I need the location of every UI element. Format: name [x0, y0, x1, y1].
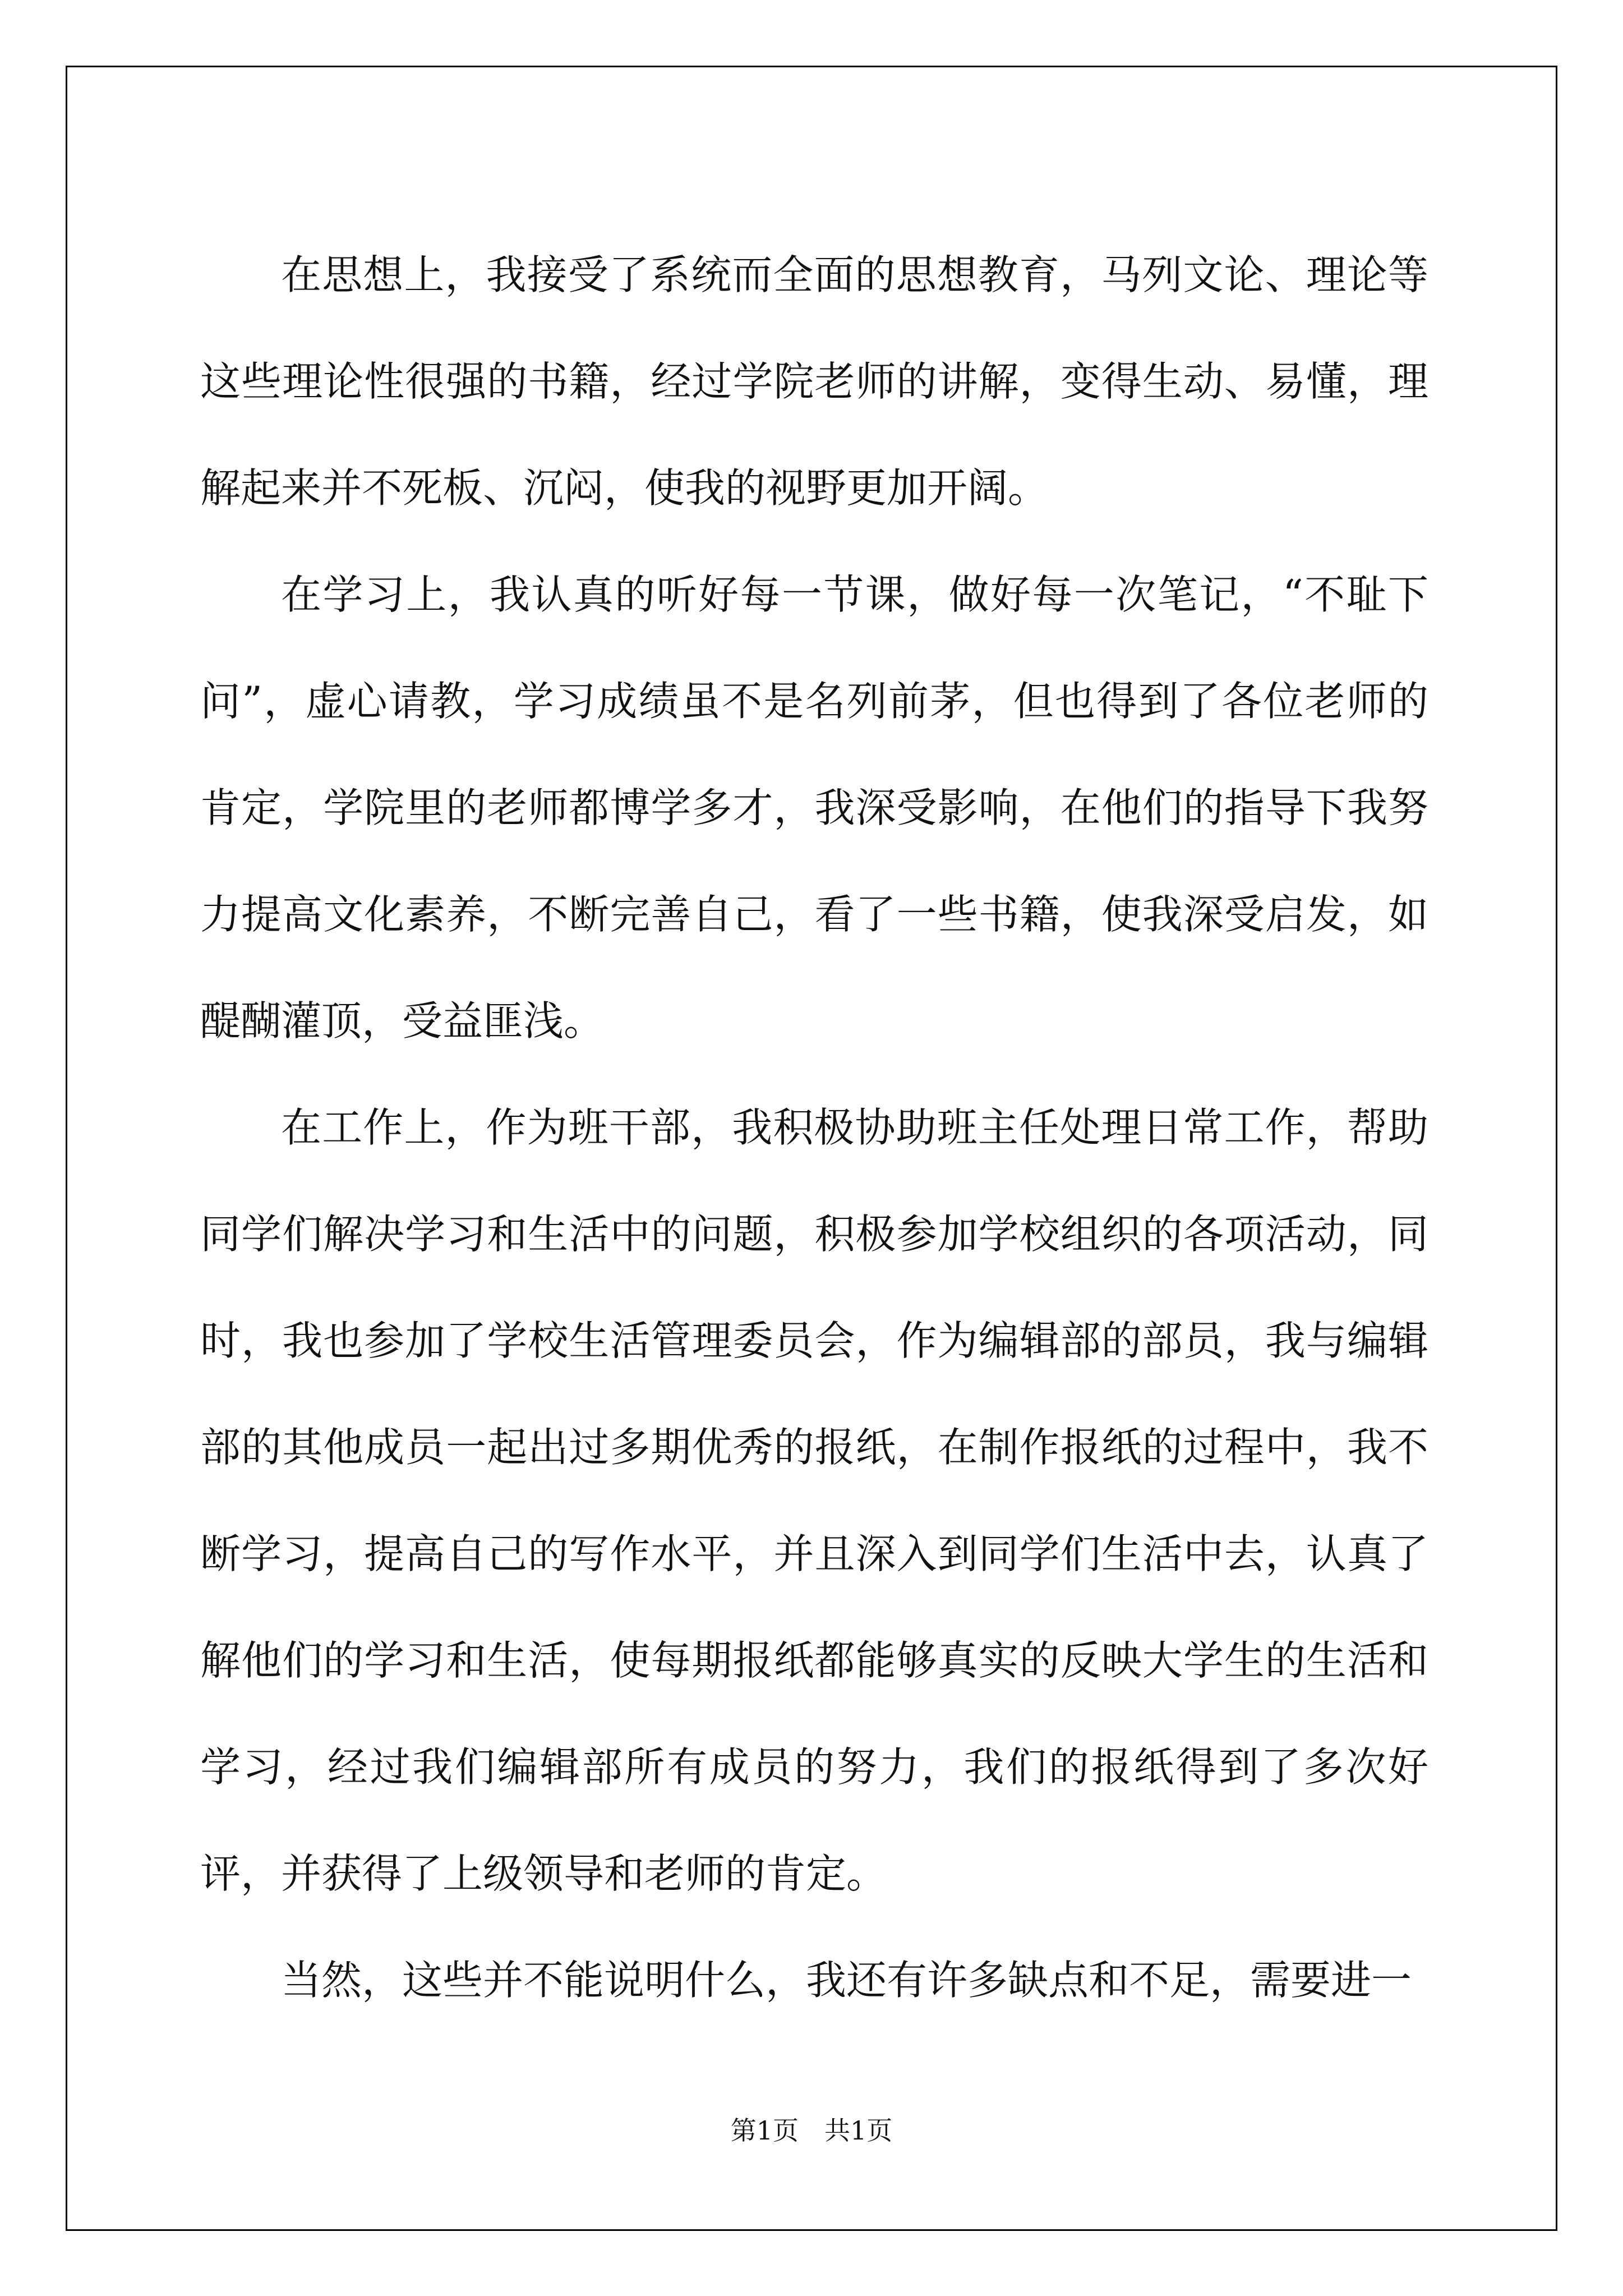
- document-body: [200, 222, 1428, 2033]
- paragraph-thought: 在思想上，我接受了系统而全面的思想教育，马列文论、理论等这些理论性很强的书籍，经过学院老师的讲解，变得生动、易懂，理解起来并不死板、沉闷，使我的视野更加开阔。: [200, 251, 1428, 512]
- paragraph-conclusion: 当然，这些并不能说明什么，我还有许多缺点和不足，需要进一: [281, 1957, 1412, 2004]
- paragraph-work: 在工作上，作为班干部，我积极协助班主任处理日常工作，帮助同学们解决学习和生活中的问题，积极参加学校组织的各项活动，同时，我也参加了学校生活管理委员会，作为编辑部的部员，我与编辑部的其他成员一起出过多期优秀的报纸，在制作报纸的过程中，我不断学习，提高自己的写作水平，并且深入到同学们生活中去，认真了解他们的学习和生活，使每期报纸都能够真实的反映大学生的生活和学习，经过我们编辑部所有成员的努力，我们的报纸得到了多次好评，并获得了上级领导和老师的肯定。: [200, 1104, 1428, 1897]
- page-number-total: 共1页: [824, 2115, 893, 2146]
- page-footer: [0, 2114, 1623, 2147]
- page-number-current: 第1页: [730, 2115, 799, 2146]
- paragraph-study: 在学习上，我认真的听好每一节课，做好每一次笔记，“不耻下问”，虚心请教，学习成绩虽不是名列前茅，但也得到了各位老师的肯定，学院里的老师都博学多才，我深受影响，在他们的指导下我努力提高文化素养，不断完善自己，看了一些书籍，使我深受启发，如醍醐灌顶，受益匪浅。: [200, 571, 1428, 1045]
